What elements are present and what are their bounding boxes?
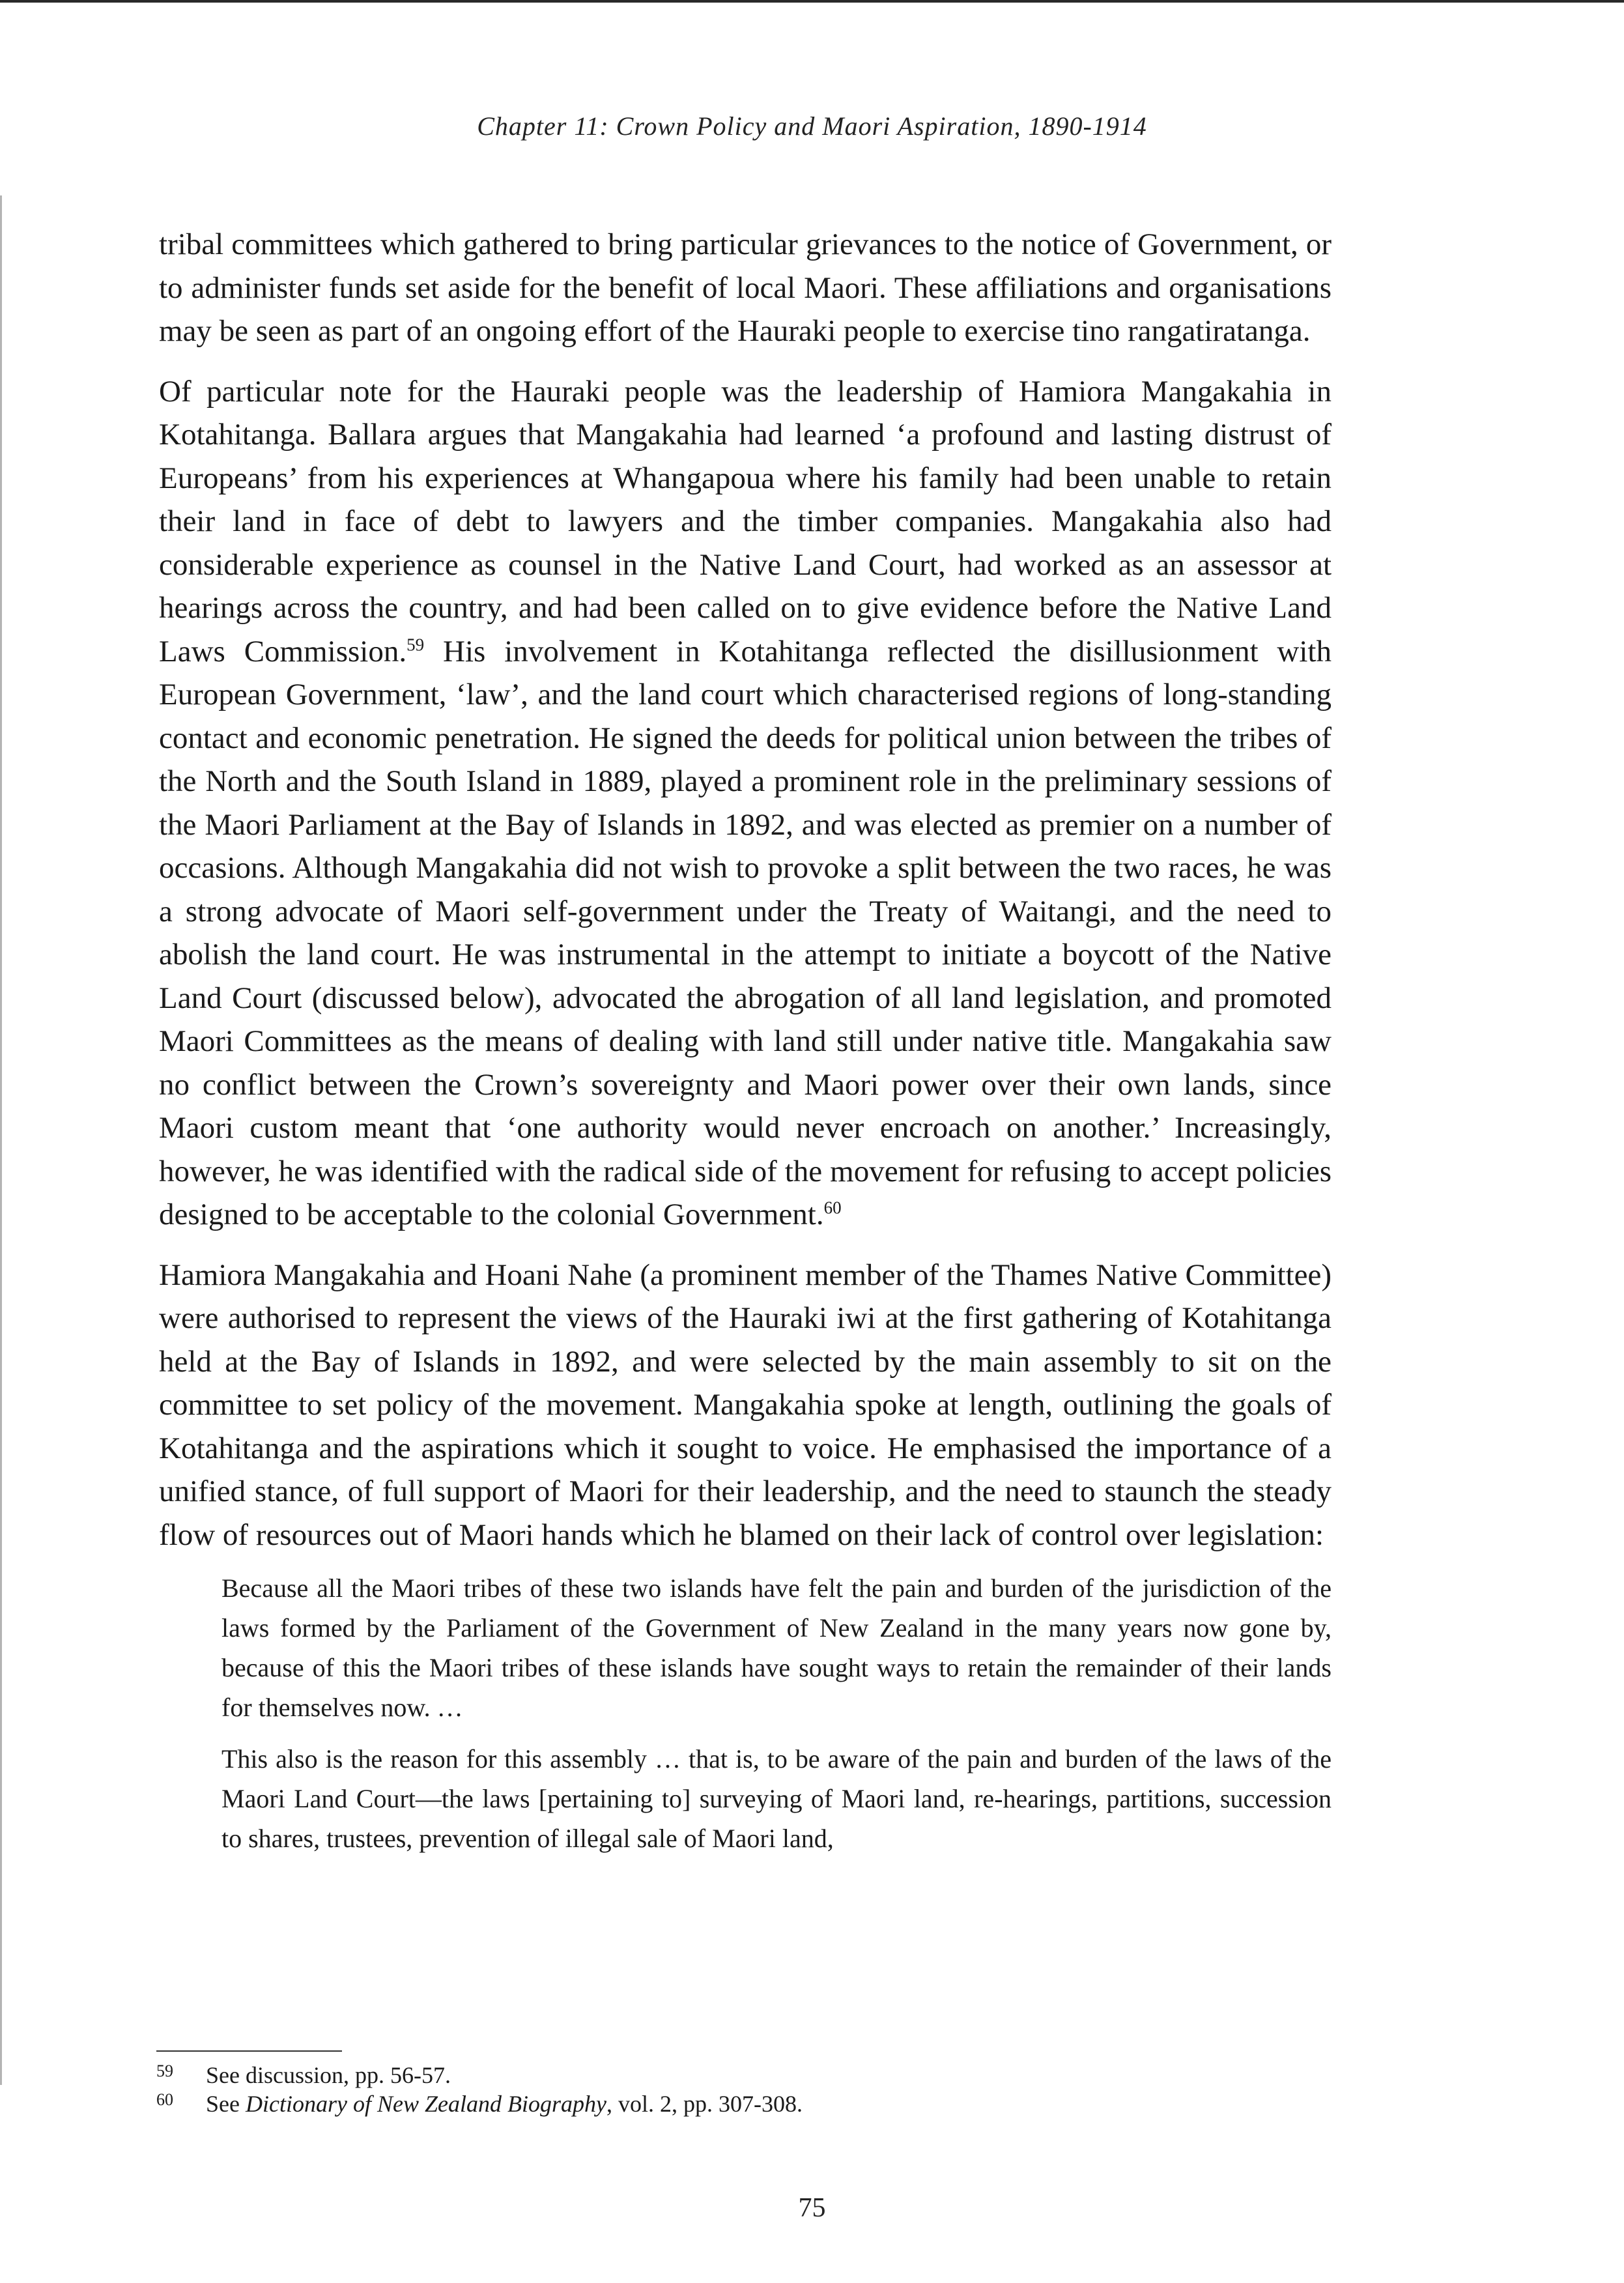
scan-edge-left [0,195,2,2085]
footnote-60 [156,2089,1329,2118]
paragraph-1: tribal committees which gathered to bring particular grievances to the notice of Government, or to administer funds set aside for the benefit of local Maori. These affiliations and organisations may be seen as part of an ongoing effort of the Hauraki people to exercise tino rangatiratanga. [159,227,1332,348]
running-head: Chapter 11: Crown Policy and Maori Aspiration, 1890-1914 [477,111,1147,141]
footnote-text [206,2089,803,2118]
footnote-text-pre: See [206,2091,246,2117]
footnote-59 [156,2061,1329,2089]
footnote-ref-59[interactable]: 59 [406,634,425,654]
quote-paragraph-2: This also is the reason for this assembly … that is, to be aware of the pain and burden of the laws of the Maori Land Court—the laws [pertaining to] surveying of Maori land, re-hearings, partitions, succession to shares, trustees, prevention of illegal sale of Maori land, [221,1744,1332,1853]
scan-edge-top [0,0,1624,3]
block-quote [221,1568,1332,1858]
footnotes [156,2061,1329,2118]
paragraph-2-continued: His involvement in Kotahitanga reflected the disillusionment with European Government, ‘law’, and the land court which characterised regions of long-standing contact and economic penetration. He signed the deeds for political union between the tribes of the North and the South Island in 1889, played a prominent role in the preliminary sessions of the Maori Parliament at the Bay of Islands in 1892, and was elected as premier on a number of occasions. Although Mangakahia did not wish to provoke a split between the two races, he was a strong advocate of Maori self-government under the Treaty of Waitangi, and the need to abolish the land court. He was instrumental in the attempt to initiate a boycott of the Native Land Court (discussed below), advocated the abrogation of all land legislation, and promoted Maori Committees as the means of dealing with land still under native title. Mangakahia saw no conflict between the Crown’s sovereignty and Maori power over their own lands, since Maori custom meant that ‘one authority would never encroach on another.’ Increasingly, however, he was identified with the radical side of the movement for refusing to accept policies designed to be acceptable to the colonial Government. [159,634,1332,1231]
footnote-text: See discussion, pp. 56-57. [206,2062,451,2088]
footnote-rule [156,2050,342,2052]
footnote-text-post: , vol. 2, pp. 307-308. [606,2091,803,2117]
footnote-number: 60 [156,2090,173,2109]
paragraph-3: Hamiora Mangakahia and Hoani Nahe (a prominent member of the Thames Native Committee) were authorised to represent the views of the Hauraki iwi at the first gathering of Kotahitanga held at the Bay of Islands in 1892, and were selected by the main assembly to sit on the committee to set policy of the movement. Mangakahia spoke at length, outlining the goals of Kotahitanga and the aspirations which it sought to voice. He emphasised the importance of a unified stance, of full support of Maori for their leadership, and the need to staunch the steady flow of resources out of Maori hands which he blamed on their lack of control over legislation: [159,1257,1332,1552]
quote-paragraph-1: Because all the Maori tribes of these two islands have felt the pain and burden of the jurisdiction of the laws formed by the Parliament of the Government of New Zealand in the many years now gone by, because of this the Maori tribes of these islands have sought ways to retain the remainder of their lands for themselves now. … [221,1573,1332,1722]
cited-work-title: Dictionary of New Zealand Biography [245,2091,606,2117]
footnote-number: 59 [156,2061,173,2080]
footnote-ref-60[interactable]: 60 [823,1198,842,1218]
page-number: 75 [798,2193,826,2223]
body-text [159,223,1332,1870]
paragraph-2 [159,370,1332,1237]
paragraph-2-text: Of particular note for the Hauraki people was the leadership of Hamiora Mangakahia in Kotahitanga. Ballara argues that Mangakahia had learned ‘a profound and lasting distrust of Europeans’ from his experiences at Whangapoua where his family had been unable to retain their land in face of debt to lawyers and the timber companies. Mangakahia also had considerable experience as counsel in the Native Land Court, had worked as an assessor at hearings across the country, and had been called on to give evidence before the Native Land Laws Commission. [159,374,1332,668]
